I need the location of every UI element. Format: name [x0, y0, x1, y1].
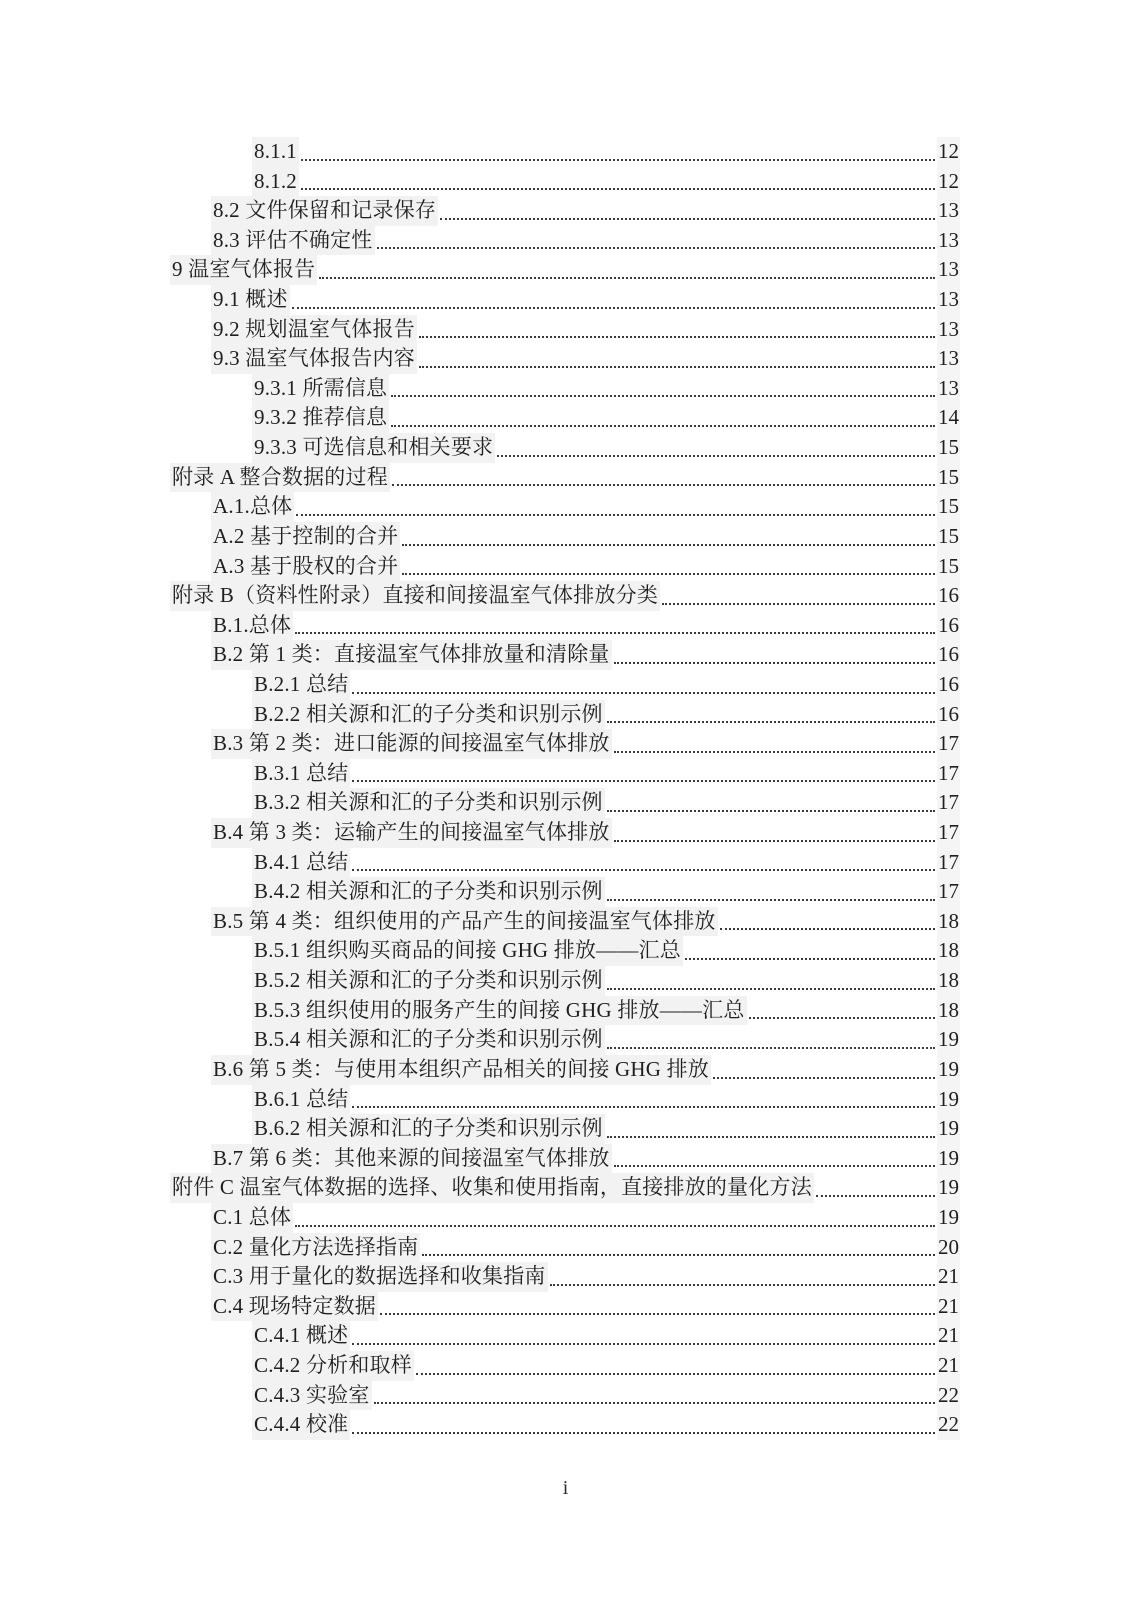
toc-entry-page-number: 16: [937, 611, 960, 641]
dot-leader: [402, 573, 935, 575]
toc-entry-page-number: 15: [937, 433, 960, 463]
toc-entry-label: A.3 基于股权的合并: [211, 552, 400, 582]
dot-leader: [607, 1136, 935, 1138]
dot-leader: [419, 366, 935, 368]
toc-entry[interactable]: [170, 818, 960, 848]
toc-entry[interactable]: [170, 433, 960, 463]
toc-entry[interactable]: [170, 285, 960, 315]
toc-entry[interactable]: [170, 700, 960, 730]
toc-entry[interactable]: [170, 611, 960, 641]
toc-entry-label: 9.3 温室气体报告内容: [211, 344, 417, 374]
toc-entry-label: B.4 第 3 类：运输产生的间接温室气体排放: [211, 818, 612, 848]
toc-entry[interactable]: [170, 522, 960, 552]
toc-entry-label: C.4.4 校准: [252, 1410, 350, 1440]
toc-entry[interactable]: [170, 1262, 960, 1292]
toc-entry-page-number: 19: [937, 1144, 960, 1174]
toc-entry-page-number: 13: [937, 196, 960, 226]
table-of-contents: [170, 137, 960, 1440]
dot-leader: [550, 1284, 935, 1286]
toc-entry-page-number: 15: [937, 552, 960, 582]
toc-entry-page-number: 21: [937, 1351, 960, 1381]
toc-entry-page-number: 13: [937, 226, 960, 256]
toc-entry-page-number: 17: [937, 788, 960, 818]
toc-entry[interactable]: [170, 966, 960, 996]
toc-entry-label: C.4.3 实验室: [252, 1381, 372, 1411]
toc-entry[interactable]: [170, 463, 960, 493]
dot-leader: [419, 336, 935, 338]
toc-entry-label: C.3 用于量化的数据选择和收集指南: [211, 1262, 548, 1292]
toc-entry[interactable]: [170, 848, 960, 878]
dot-leader: [352, 1432, 935, 1434]
toc-entry[interactable]: [170, 255, 960, 285]
toc-entry[interactable]: [170, 1173, 960, 1203]
dot-leader: [713, 1077, 935, 1079]
dot-leader: [295, 632, 935, 634]
toc-entry-page-number: 21: [937, 1292, 960, 1322]
toc-entry[interactable]: [170, 877, 960, 907]
dot-leader: [352, 780, 935, 782]
toc-entry-page-number: 19: [937, 1114, 960, 1144]
toc-entry-label: A.2 基于控制的合并: [211, 522, 400, 552]
toc-entry-label: 8.3 评估不确定性: [211, 226, 375, 256]
toc-entry[interactable]: [170, 492, 960, 522]
toc-entry-label: 附录 A 整合数据的过程: [170, 463, 390, 493]
dot-leader: [614, 751, 935, 753]
toc-entry[interactable]: [170, 1381, 960, 1411]
toc-entry-label: B.3.2 相关源和汇的子分类和识别示例: [252, 788, 605, 818]
toc-entry-page-number: 19: [937, 1173, 960, 1203]
toc-entry-label: B.4.2 相关源和汇的子分类和识别示例: [252, 877, 605, 907]
toc-entry-page-number: 13: [937, 344, 960, 374]
dot-leader: [374, 1402, 935, 1404]
toc-entry[interactable]: [170, 1410, 960, 1440]
toc-entry-page-number: 17: [937, 877, 960, 907]
toc-entry-label: B.5.3 组织使用的服务产生的间接 GHG 排放——汇总: [252, 996, 747, 1026]
toc-entry-label: 9.2 规划温室气体报告: [211, 315, 417, 345]
dot-leader: [607, 810, 935, 812]
toc-entry-label: A.1.总体: [211, 492, 294, 522]
toc-entry-label: 9 温室气体报告: [170, 255, 317, 285]
toc-entry-page-number: 20: [937, 1233, 960, 1263]
toc-entry-label: B.3.1 总结: [252, 759, 350, 789]
toc-entry[interactable]: [170, 670, 960, 700]
toc-entry-page-number: 19: [937, 1055, 960, 1085]
toc-entry[interactable]: [170, 1144, 960, 1174]
toc-entry-page-number: 22: [937, 1381, 960, 1411]
toc-entry-page-number: 19: [937, 1085, 960, 1115]
toc-entry-page-number: 15: [937, 463, 960, 493]
toc-entry[interactable]: [170, 996, 960, 1026]
toc-entry-page-number: 19: [937, 1203, 960, 1233]
dot-leader: [497, 455, 935, 457]
toc-entry-label: B.2.1 总结: [252, 670, 350, 700]
toc-entry-page-number: 18: [937, 996, 960, 1026]
toc-entry-label: B.4.1 总结: [252, 848, 350, 878]
dot-leader: [607, 1047, 935, 1049]
toc-entry-label: C.4 现场特定数据: [211, 1292, 378, 1322]
toc-entry-page-number: 17: [937, 818, 960, 848]
toc-entry-label: B.7 第 6 类：其他来源的间接温室气体排放: [211, 1144, 612, 1174]
toc-entry[interactable]: [170, 1114, 960, 1144]
toc-entry-label: C.1 总体: [211, 1203, 293, 1233]
toc-entry[interactable]: [170, 1321, 960, 1351]
toc-entry[interactable]: [170, 1055, 960, 1085]
toc-entry-page-number: 13: [937, 255, 960, 285]
dot-leader: [440, 218, 935, 220]
toc-entry[interactable]: [170, 374, 960, 404]
toc-entry-label: 9.1 概述: [211, 285, 290, 315]
toc-entry-label: 附件 C 温室气体数据的选择、收集和使用指南，直接排放的量化方法: [170, 1173, 814, 1203]
toc-entry-label: B.6.2 相关源和汇的子分类和识别示例: [252, 1114, 605, 1144]
toc-entry-page-number: 17: [937, 759, 960, 789]
toc-entry-page-number: 17: [937, 729, 960, 759]
toc-entry[interactable]: [170, 759, 960, 789]
toc-entry-page-number: 21: [937, 1262, 960, 1292]
toc-entry[interactable]: [170, 640, 960, 670]
toc-entry[interactable]: [170, 167, 960, 197]
toc-entry-label: 8.1.2: [252, 167, 299, 197]
toc-entry-label: B.5 第 4 类：组织使用的产品产生的间接温室气体排放: [211, 907, 718, 937]
toc-entry-label: B.5.4 相关源和汇的子分类和识别示例: [252, 1025, 605, 1055]
dot-leader: [295, 1225, 935, 1227]
toc-entry-page-number: 15: [937, 492, 960, 522]
toc-entry-label: C.2 量化方法选择指南: [211, 1233, 420, 1263]
toc-entry-label: C.4.2 分析和取样: [252, 1351, 414, 1381]
toc-entry-label: B.5.2 相关源和汇的子分类和识别示例: [252, 966, 605, 996]
toc-entry-label: 9.3.3 可选信息和相关要求: [252, 433, 495, 463]
toc-entry-label: C.4.1 概述: [252, 1321, 350, 1351]
dot-leader: [377, 247, 936, 249]
toc-entry-label: B.6 第 5 类：与使用本组织产品相关的间接 GHG 排放: [211, 1055, 711, 1085]
dot-leader: [352, 692, 935, 694]
toc-entry[interactable]: [170, 1025, 960, 1055]
dot-leader: [380, 1313, 935, 1315]
toc-entry-label: B.2.2 相关源和汇的子分类和识别示例: [252, 700, 605, 730]
toc-entry-label: B.5.1 组织购买商品的间接 GHG 排放——汇总: [252, 936, 683, 966]
toc-entry[interactable]: [170, 936, 960, 966]
toc-entry-label: B.2 第 1 类：直接温室气体排放量和清除量: [211, 640, 612, 670]
toc-entry-page-number: 17: [937, 848, 960, 878]
toc-entry[interactable]: [170, 729, 960, 759]
toc-entry[interactable]: [170, 788, 960, 818]
toc-entry[interactable]: [170, 315, 960, 345]
toc-entry-page-number: 22: [937, 1410, 960, 1440]
dot-leader: [352, 1343, 935, 1345]
toc-entry[interactable]: [170, 137, 960, 167]
dot-leader: [352, 869, 935, 871]
toc-entry[interactable]: [170, 1233, 960, 1263]
toc-entry[interactable]: [170, 344, 960, 374]
toc-entry-label: B.6.1 总结: [252, 1085, 350, 1115]
dot-leader: [816, 1195, 935, 1197]
toc-entry-page-number: 15: [937, 522, 960, 552]
toc-entry-page-number: 12: [937, 167, 960, 197]
toc-entry-page-number: 16: [937, 670, 960, 700]
toc-entry[interactable]: [170, 581, 960, 611]
dot-leader: [301, 159, 935, 161]
toc-entry-page-number: 14: [937, 403, 960, 433]
dot-leader: [319, 277, 935, 279]
toc-entry[interactable]: [170, 196, 960, 226]
toc-entry[interactable]: [170, 226, 960, 256]
toc-entry-label: 9.3.2 推荐信息: [252, 403, 389, 433]
dot-leader: [391, 395, 935, 397]
toc-entry-page-number: 13: [937, 285, 960, 315]
toc-entry-page-number: 16: [937, 700, 960, 730]
dot-leader: [607, 988, 935, 990]
toc-entry[interactable]: [170, 1085, 960, 1115]
dot-leader: [416, 1373, 935, 1375]
toc-entry-label: 8.1.1: [252, 137, 299, 167]
toc-entry-page-number: 19: [937, 1025, 960, 1055]
dot-leader: [607, 899, 935, 901]
toc-entry-page-number: 21: [937, 1321, 960, 1351]
dot-leader: [720, 928, 935, 930]
toc-entry-page-number: 12: [937, 137, 960, 167]
toc-entry[interactable]: [170, 1351, 960, 1381]
toc-entry-page-number: 16: [937, 581, 960, 611]
dot-leader: [296, 514, 935, 516]
dot-leader: [301, 188, 935, 190]
toc-entry[interactable]: [170, 1292, 960, 1322]
toc-entry-page-number: 16: [937, 640, 960, 670]
dot-leader: [662, 603, 935, 605]
toc-entry-page-number: 13: [937, 374, 960, 404]
dot-leader: [352, 1106, 935, 1108]
toc-entry-label: 附录 B（资料性附录）直接和间接温室气体排放分类: [170, 581, 660, 611]
toc-entry-page-number: 18: [937, 907, 960, 937]
dot-leader: [614, 662, 935, 664]
toc-entry-label: B.3 第 2 类：进口能源的间接温室气体排放: [211, 729, 612, 759]
toc-entry-page-number: 13: [937, 315, 960, 345]
toc-entry-label: B.1.总体: [211, 611, 293, 641]
toc-entry[interactable]: [170, 403, 960, 433]
toc-entry-page-number: 18: [937, 936, 960, 966]
dot-leader: [422, 1254, 935, 1256]
dot-leader: [402, 544, 935, 546]
toc-entry[interactable]: [170, 1203, 960, 1233]
toc-entry[interactable]: [170, 907, 960, 937]
toc-entry-label: 8.2 文件保留和记录保存: [211, 196, 438, 226]
dot-leader: [292, 307, 935, 309]
dot-leader: [614, 1165, 935, 1167]
dot-leader: [614, 840, 935, 842]
dot-leader: [392, 484, 935, 486]
dot-leader: [749, 1017, 935, 1019]
dot-leader: [607, 721, 935, 723]
toc-entry[interactable]: [170, 552, 960, 582]
dot-leader: [391, 425, 935, 427]
page-number-footer: i: [562, 1477, 569, 1499]
dot-leader: [685, 958, 935, 960]
toc-entry-label: 9.3.1 所需信息: [252, 374, 389, 404]
toc-entry-page-number: 18: [937, 966, 960, 996]
